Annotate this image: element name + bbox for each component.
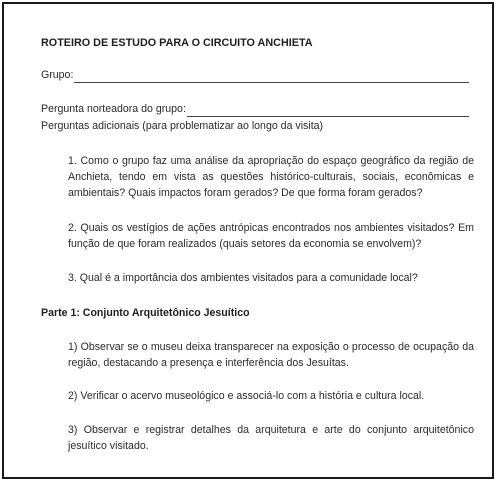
group-label: Grupo: xyxy=(41,69,74,81)
guiding-question-label: Pergunta norteadora do grupo: xyxy=(41,103,186,115)
group-blank-line xyxy=(74,71,469,83)
document-title: ROTEIRO DE ESTUDO PARA O CIRCUITO ANCHIETA xyxy=(41,37,313,49)
additional-questions-label: Perguntas adicionais (para problematizar ao longo da visita) xyxy=(41,120,324,132)
guiding-question-field xyxy=(41,101,469,117)
document-page xyxy=(2,2,494,479)
task-3: 3) Observar e registrar detalhes da arquitetura e arte do conjunto arquitetônico jesuítico visitado. xyxy=(68,424,474,452)
task-1: 1) Observar se o museu deixa transparecer na exposição o processo de ocupação da região, destacando a presença e interferência dos Jesuítas. xyxy=(68,341,474,369)
part1-title: Parte 1: Conjunto Arquitetônico Jesuítico xyxy=(41,307,250,319)
task-2: 2) Verificar o acervo museológico e associá-lo com a história e cultura local. xyxy=(68,390,425,402)
question-1: 1. Como o grupo faz uma análise da apropriação do espaço geográfico da região de Anchieta, tendo em vista as questões histórico-culturais, sociais, econômicas e ambientais? Quais impactos foram gerados? De que forma foram gerados? xyxy=(68,155,474,199)
question-2: 2. Quais os vestígios de ações antrópicas encontrados nos ambientes visitados? Em função de que foram realizados (quais setores da economia se envolvem)? xyxy=(68,222,474,250)
group-field xyxy=(41,67,469,83)
guiding-question-blank-line xyxy=(187,105,469,117)
question-3: 3. Qual é a importância dos ambientes visitados para a comunidade local? xyxy=(68,272,418,284)
